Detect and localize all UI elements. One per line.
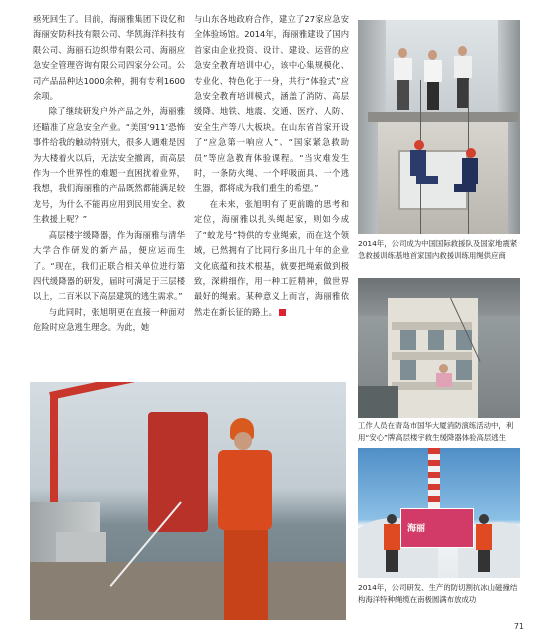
photo-banner xyxy=(400,508,474,548)
photo-high-rise-escape xyxy=(358,278,520,418)
paragraph: 与此同时，张旭明更在直接一种面对危险时应急逃生理念。为此，她 xyxy=(33,306,185,333)
text-column-middle xyxy=(194,12,349,320)
photo-balcony xyxy=(392,352,472,360)
photo-caption: 工作人员在青岛市国华大厦消防演练活动中，利用“安心”牌高层楼宇救生缓降器体验高层逃生 xyxy=(358,421,514,442)
paragraph xyxy=(194,197,349,320)
photo-window xyxy=(400,360,416,380)
page-number: 71 xyxy=(513,622,524,631)
photo-caption: 2014年，公司研发、生产的防切割抗冰山磁撞结构海洋特种绳缆在南极圆满布放成功 xyxy=(358,583,518,604)
photo-crane-frame xyxy=(148,412,208,532)
photo-ship-deck xyxy=(30,382,346,620)
photo-street xyxy=(358,386,398,418)
text-column-left xyxy=(33,12,185,336)
paragraph: 亟死回生了。目前，海丽雅集团下设亿和海丽安防科技有限公司、华凯海洋科技有限公司、海丽石边织带有限公司、海丽应急安全管理咨询有限公司四家分公司。公司产品品种达1000余种，拥有专利1600余项。 xyxy=(33,14,185,102)
photo-antarctic-deployment xyxy=(358,448,520,578)
photo-balcony xyxy=(392,322,472,330)
end-of-article-mark xyxy=(279,309,286,316)
paragraph: 除了继续研发户外产品之外，海丽雅还瞄准了应急安全产业。“美国‘911’恐怖事件给我的触动特别大，很多人遇难是因为大楼着火以后，无法安全撤离，而高层作为一个世界性的难题一直困扰着业界，我想，我们海丽雅的产品既然都能满足较龙号，为什么不能再应用到民用安全、救生救援上呢？” xyxy=(33,106,185,225)
photo-caption: 2014年，公司成为中国国际救援队及国家地震紧急救援训练基地首家国内救援训练用绳供应商 xyxy=(358,239,518,260)
banner-text: 海丽 xyxy=(407,524,426,534)
paragraph: 与山东各地政府合作，建立了27家应急安全体验场馆。2014年，海丽雅建设了国内首家由企业投资、设计、建设、运营的应急安全教育培训中心，该中心集规模化、专业化、特色化于一身，共行“体验式”应急安全教育培训模式，涵盖了消防、高层缓降、地铁、地震、交通、医疗、人防、安全生产等八大板块。在山东省首家开设了“应急第一响应人”、“国家紧急救助员”等应急教育体验课程。“当灾难发生时，一条防火绳、一个呼吸面具、一个逃生器，都将成为我们重生的希望。” xyxy=(194,14,349,194)
photo-window xyxy=(428,330,444,350)
paragraph: 高层楼宇缓降器，作为海丽雅与清华大学合作研发的新产品，便应运而生了。“现在，我们正联合相关单位进行第四代缓降器的研发，届时可满足于三层楼以上，二百米以下高层建筑的逃生需求。” xyxy=(33,229,185,302)
photo-deck xyxy=(30,562,346,620)
photo-rescue-training xyxy=(358,20,520,234)
photo-crane-arm xyxy=(49,382,237,400)
photo-window xyxy=(456,360,472,380)
photo-ledge xyxy=(368,112,518,122)
photo-balcony xyxy=(392,382,472,390)
paragraph-text: 在未来，张旭明有了更前瞻的思考和定位，海丽雅以扎头绳起家，则如今成了“蛟龙号”特供的专业绳索，而在这个领域，已然拥有了比同行多出几十年的企业文化底蕴和技术根基，就要把绳索做到极致，深耕细作，用一种工匠精神，做世界最好的绳索。某种意义上而言，海丽雅依然走在新长征的路上。 xyxy=(194,198,349,317)
photo-window xyxy=(400,330,416,350)
